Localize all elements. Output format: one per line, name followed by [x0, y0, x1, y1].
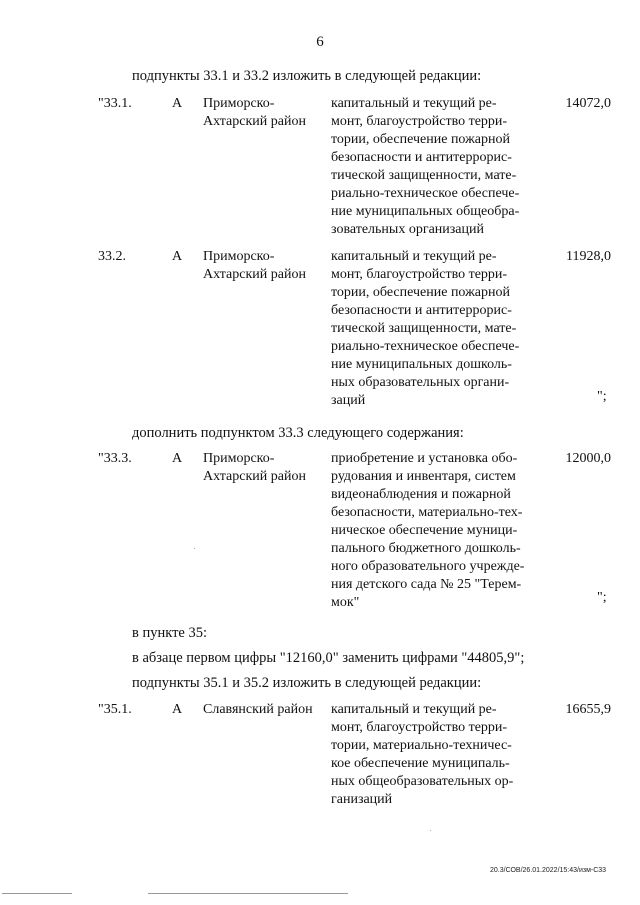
description-line: видеонаблюдения и пожарной: [331, 487, 511, 502]
row-district: Приморско-Ахтарский район: [203, 96, 306, 129]
intro-33-paragraph: подпункты 33.1 и 33.2 изложить в следующей редакции:: [132, 68, 482, 84]
description-line: тории, материально-техничес-: [331, 738, 512, 753]
row-description: [331, 248, 527, 410]
point-35-paragraph: в пункте 35:: [132, 625, 208, 641]
intro-35-paragraph: подпункты 35.1 и 35.2 изложить в следующей редакции:: [132, 675, 482, 691]
description-line: капитальный и текущий ре-: [331, 702, 497, 717]
row-district: Приморско-Ахтарский район: [203, 451, 306, 484]
row-description: [331, 95, 527, 239]
description-line: риально-техническое обеспече-: [331, 186, 520, 201]
description-line: ническое обеспечение муници-: [331, 523, 518, 538]
row-amount: 12000,0: [565, 451, 611, 466]
description-line: ного образовательного учрежде-: [331, 559, 525, 574]
row-district: Славянский район: [203, 702, 313, 717]
description-line: монт, благоустройство терри-: [331, 114, 508, 129]
description-line: ния детского сада № 25 "Терем-: [331, 577, 522, 592]
row-number: "33.3.: [98, 451, 132, 466]
description-line: монт, благоустройство терри-: [331, 267, 508, 282]
description-line: ние муниципальных дошколь-: [331, 357, 512, 372]
abzac-35-paragraph: в абзаце первом цифры "12160,0" заменить цифрами "44805,9";: [132, 650, 525, 666]
scan-line-right: [148, 893, 348, 894]
row-number: "33.1.: [98, 96, 132, 111]
description-line: риально-техническое обеспече-: [331, 339, 520, 354]
row-number: 33.2.: [98, 249, 126, 264]
intro-333-paragraph: дополнить подпунктом 33.3 следующего содержания:: [132, 425, 464, 441]
row-category: А: [172, 96, 183, 111]
row-description: [331, 701, 527, 809]
description-line: монт, благоустройство терри-: [331, 720, 508, 735]
description-line: зовательных организаций: [331, 222, 484, 237]
row-amount: 14072,0: [565, 96, 611, 111]
description-line: безопасности, материально-тех-: [331, 505, 523, 520]
scan-line-left: [2, 893, 72, 894]
description-line: мок": [331, 595, 360, 610]
row-amount: 16655,9: [565, 702, 611, 717]
row-description: [331, 450, 527, 612]
row-district: Приморско-Ахтарский район: [203, 249, 306, 282]
description-line: кое обеспечение муниципаль-: [331, 756, 510, 771]
closing-quote: ";: [597, 590, 607, 605]
row-category: А: [172, 702, 183, 717]
description-line: безопасности и антитеррорис-: [331, 303, 512, 318]
description-line: ганизаций: [331, 792, 393, 807]
footer-code: 20.3/СОВ/26.01.2022/15:43/изм-С33: [490, 867, 607, 874]
row-category: А: [172, 249, 183, 264]
description-line: ние муниципальных общеобра-: [331, 204, 520, 219]
row-amount: 11928,0: [566, 249, 611, 264]
description-line: безопасности и антитеррорис-: [331, 150, 512, 165]
description-line: капитальный и текущий ре-: [331, 96, 497, 111]
row-category: А: [172, 451, 183, 466]
scan-speck: [430, 830, 431, 831]
description-line: заций: [331, 393, 366, 408]
description-line: рудования и инвентаря, систем: [331, 469, 516, 484]
description-line: ных образовательных органи-: [331, 375, 510, 390]
scan-speck: [194, 548, 195, 549]
description-line: капитальный и текущий ре-: [331, 249, 497, 264]
description-line: тории, обеспечение пожарной: [331, 132, 510, 147]
description-line: приобретение и установка обо-: [331, 451, 518, 466]
row-number: "35.1.: [98, 702, 132, 717]
description-line: ных общеобразовательных ор-: [331, 774, 514, 789]
description-line: тической защищенности, мате-: [331, 321, 517, 336]
description-line: пального бюджетного дошколь-: [331, 541, 521, 556]
description-line: тории, обеспечение пожарной: [331, 285, 510, 300]
page-number: 6: [316, 34, 324, 50]
description-line: тической защищенности, мате-: [331, 168, 517, 183]
closing-quote: ";: [597, 389, 607, 404]
